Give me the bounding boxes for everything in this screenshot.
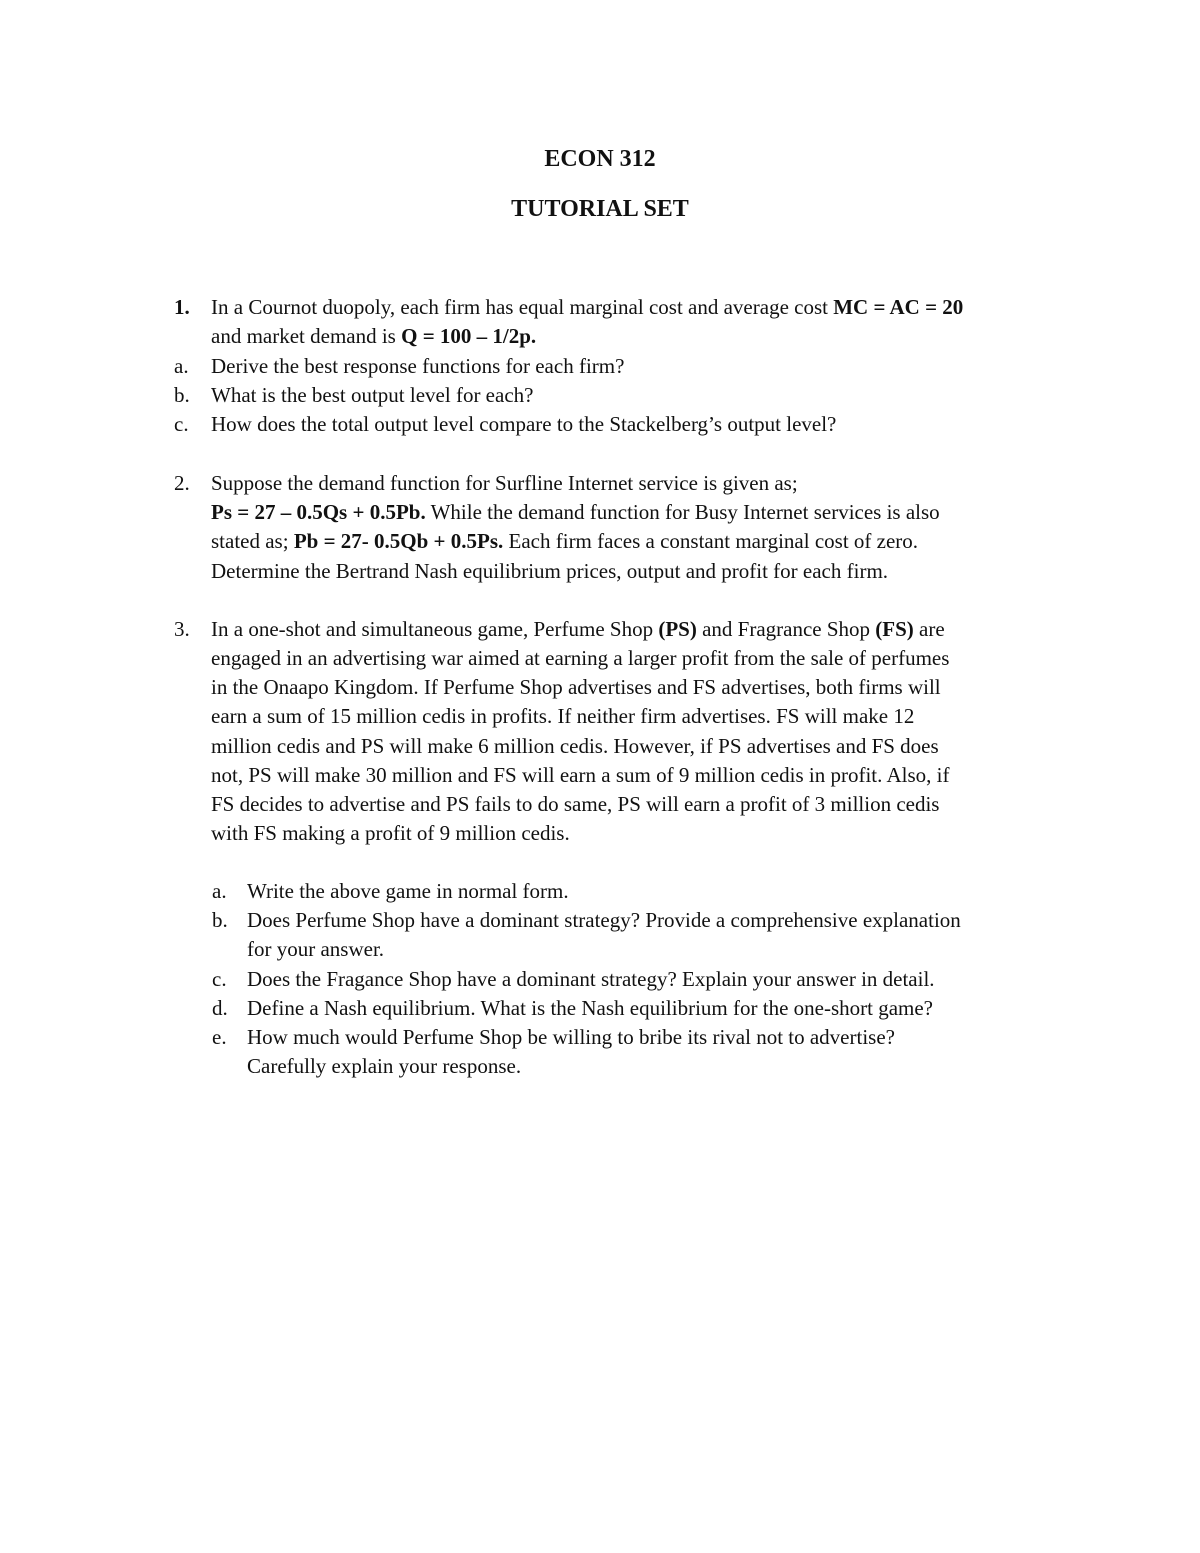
question-text: million cedis and PS will make 6 million cedis. However, if PS advertises and FS does — [211, 734, 939, 758]
formula: Q = 100 – 1/2p. — [401, 324, 537, 348]
part-label: c. — [174, 412, 189, 436]
question-text: FS decides to advertise and PS fails to do same, PS will earn a profit of 3 million cedis — [211, 792, 940, 816]
question-text: In a one-shot and simultaneous game, Perfume Shop — [211, 617, 659, 641]
part-text: What is the best output level for each? — [211, 383, 534, 407]
abbreviation: (FS) — [875, 617, 914, 641]
question-text-line — [211, 498, 940, 527]
question-text: While the demand function for Busy Internet services is also — [425, 500, 940, 524]
question-number: 3. — [174, 617, 190, 641]
question-text-line — [211, 322, 536, 351]
part-text: Derive the best response functions for each firm? — [211, 354, 625, 378]
question-text: engaged in an advertising war aimed at earning a larger profit from the sale of perfumes — [211, 646, 950, 670]
part-text-continued: for your answer. — [247, 937, 385, 961]
part-text: How much would Perfume Shop be willing to bribe its rival not to advertise? — [247, 1025, 895, 1049]
part-text: Define a Nash equilibrium. What is the Nash equilibrium for the one-short game? — [247, 996, 934, 1020]
question-text: with FS making a profit of 9 million cedis. — [211, 821, 570, 845]
part-text: Write the above game in normal form. — [247, 879, 569, 903]
question-text-line — [211, 527, 918, 556]
question-text-line — [211, 293, 963, 322]
part-label: b. — [212, 908, 228, 932]
question-number: 1. — [174, 295, 190, 319]
part-label: c. — [212, 967, 227, 991]
question-text: Determine the Bertrand Nash equilibrium prices, output and profit for each firm. — [211, 559, 889, 583]
part-text-continued: Carefully explain your response. — [247, 1054, 522, 1078]
part-text: How does the total output level compare to the Stackelberg’s output level? — [211, 412, 837, 436]
question-text: Suppose the demand function for Surfline Internet service is given as; — [211, 471, 798, 495]
question-number: 2. — [174, 471, 190, 495]
course-title: ECON 312 — [544, 146, 656, 172]
formula: MC = AC = 20 — [833, 295, 964, 319]
question-text: and market demand is — [211, 324, 402, 348]
question-text: are — [913, 617, 945, 641]
part-label: d. — [212, 996, 228, 1020]
formula: Pb = 27- 0.5Qb + 0.5Ps. — [293, 529, 504, 553]
question-text: Each firm faces a constant marginal cost of zero. — [503, 529, 919, 553]
question-text: in the Onaapo Kingdom. If Perfume Shop advertises and FS advertises, both firms will — [211, 675, 941, 699]
abbreviation: (PS) — [658, 617, 697, 641]
part-label: a. — [212, 879, 227, 903]
part-label: b. — [174, 383, 190, 407]
part-text: Does the Fragance Shop have a dominant strategy? Explain your answer in detail. — [247, 967, 935, 991]
document-title: TUTORIAL SET — [511, 196, 689, 222]
formula: Ps = 27 – 0.5Qs + 0.5Pb. — [211, 500, 426, 524]
question-text: earn a sum of 15 million cedis in profits. If neither firm advertises. FS will make 12 — [211, 704, 915, 728]
question-text: stated as; — [211, 529, 294, 553]
question-text-line — [211, 615, 945, 644]
part-label: a. — [174, 354, 189, 378]
question-text: In a Cournot duopoly, each firm has equal marginal cost and average cost — [211, 295, 834, 319]
question-text: and Fragrance Shop — [696, 617, 876, 641]
part-label: e. — [212, 1025, 227, 1049]
question-text: not, PS will make 30 million and FS will earn a sum of 9 million cedis in profit. Also, if — [211, 763, 950, 787]
part-text: Does Perfume Shop have a dominant strategy? Provide a comprehensive explanation — [247, 908, 961, 932]
